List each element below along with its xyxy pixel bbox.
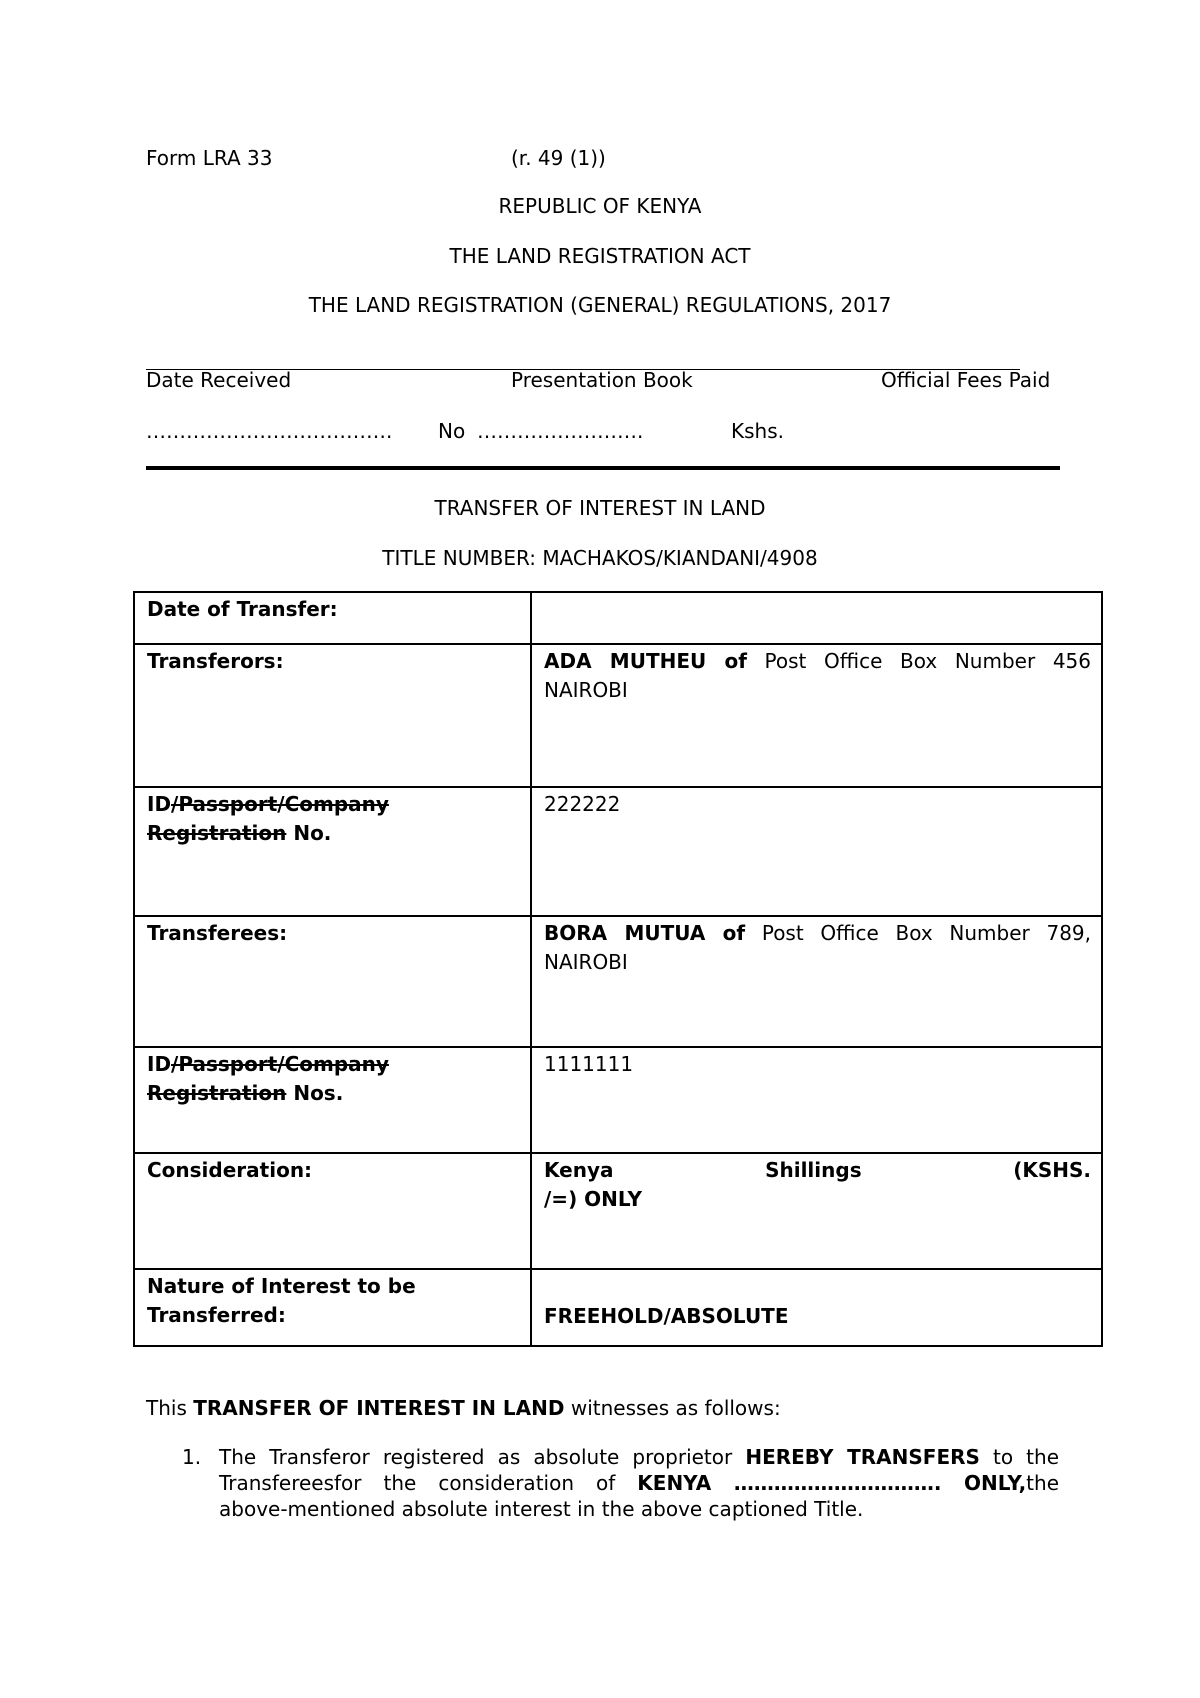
transferee-id-label [134,1047,531,1153]
clause-line-1-bold: HEREBY TRANSFERS [745,1445,980,1469]
transferee-name: BORA MUTUA of [544,921,746,945]
transferee-id-struck-text: /Passport/Company [171,1052,389,1076]
consideration-kshs: (KSHS. [1013,1158,1092,1182]
transferee-address-line2: NAIROBI [544,950,628,974]
title-number-line [0,545,1200,571]
nature-of-interest-value: FREEHOLD/ABSOLUTE [531,1269,1102,1346]
date-of-transfer-label: Date of Transfer: [134,592,531,644]
transferee-id-label-struck-b: Registration [147,1081,287,1105]
consideration-value [531,1153,1102,1269]
clause-line-2 [219,1470,1059,1496]
date-received-field: ………………………………. [146,419,393,443]
clause-line-2-c: the [1026,1471,1059,1495]
row-transferor-id [134,787,1102,916]
regulations-heading: THE LAND REGISTRATION (GENERAL) REGULATIONS, 2017 [308,293,892,317]
act-heading: THE LAND REGISTRATION ACT [449,244,751,268]
transferor-id-value: 222222 [531,787,1102,916]
clause-1-text [219,1444,1059,1522]
transferees-label: Transferees: [134,916,531,1047]
nature-of-interest-label [134,1269,531,1346]
transfer-details-table [133,591,1103,1347]
form-id: Form LRA 33 [146,146,273,170]
clause-line-2-a: Transfereesfor the consideration of [219,1471,616,1495]
presentation-book-label: Presentation Book [511,368,693,392]
document-title: TRANSFER OF INTEREST IN LAND [434,496,766,520]
witness-intro-pre: This [146,1396,187,1420]
transferee-id-label-struck-a: ID/Passport/Company [147,1052,389,1076]
clause-number: 1. [182,1445,202,1469]
row-transferees [134,916,1102,1047]
consideration-label: Consideration: [134,1153,531,1269]
date-of-transfer-value [531,592,1102,644]
transferor-id-label [134,787,531,916]
transferors-value [531,644,1102,787]
transferor-line1 [544,647,1091,676]
row-transferee-id [134,1047,1102,1153]
presentation-no-field: ……………………. [477,419,644,443]
transferee-id-value: 1111111 [531,1047,1102,1153]
witness-intro [146,1395,781,1421]
transferees-value [531,916,1102,1047]
date-received-label: Date Received [146,368,292,392]
clause-line-3: above-mentioned absolute interest in the above captioned Title. [219,1497,864,1521]
presentation-no-label: No [438,419,466,443]
transferor-name: ADA MUTHEU of [544,649,747,673]
clause-line-1-a: The Transferor registered as absolute proprietor [219,1445,733,1469]
consideration-line1 [544,1156,1091,1185]
transferee-address-line1: Post Office Box Number 789, [761,921,1091,945]
witness-intro-bold: TRANSFER OF INTEREST IN LAND [193,1396,565,1420]
transferor-id-struck-text: /Passport/Company [171,792,389,816]
transferee-line1 [544,919,1091,948]
transferee-id-label-tail: Nos. [293,1081,344,1105]
witness-intro-post: witnesses as follows: [570,1396,781,1420]
transferor-id-label-struck-a: ID/Passport/Company [147,792,389,816]
official-fees-label: Official Fees Paid [881,368,1051,392]
row-date-of-transfer [134,592,1102,644]
nature-label-line2: Transferred: [147,1303,286,1327]
receipt-bottom-rule [146,466,1060,470]
consideration-currency: Kenya Shillings [544,1158,862,1182]
republic-heading: REPUBLIC OF KENYA [498,194,702,218]
transferor-id-label-tail: No. [293,821,332,845]
clause-line-1-c: to the [993,1445,1060,1469]
clause-line-2-bold: KENYA …………………………. ONLY, [637,1471,1027,1495]
nature-label-line1: Nature of Interest to be [147,1274,416,1298]
title-number-value: MACHAKOS/KIANDANI/4908 [542,546,818,570]
row-consideration [134,1153,1102,1269]
rule-reference: (r. 49 (1)) [511,146,606,170]
transferor-id-label-struck-b: Registration [147,821,287,845]
row-nature-of-interest [134,1269,1102,1346]
title-number-label: TITLE NUMBER: [382,546,536,570]
transferor-address-line1: Post Office Box Number 456 [764,649,1091,673]
transferor-address-line2: NAIROBI [544,678,628,702]
consideration-tail: /=) ONLY [544,1187,643,1211]
fees-kshs-label: Kshs. [731,419,784,443]
clause-line-1 [219,1444,1059,1470]
row-transferors [134,644,1102,787]
transferors-label: Transferors: [134,644,531,787]
